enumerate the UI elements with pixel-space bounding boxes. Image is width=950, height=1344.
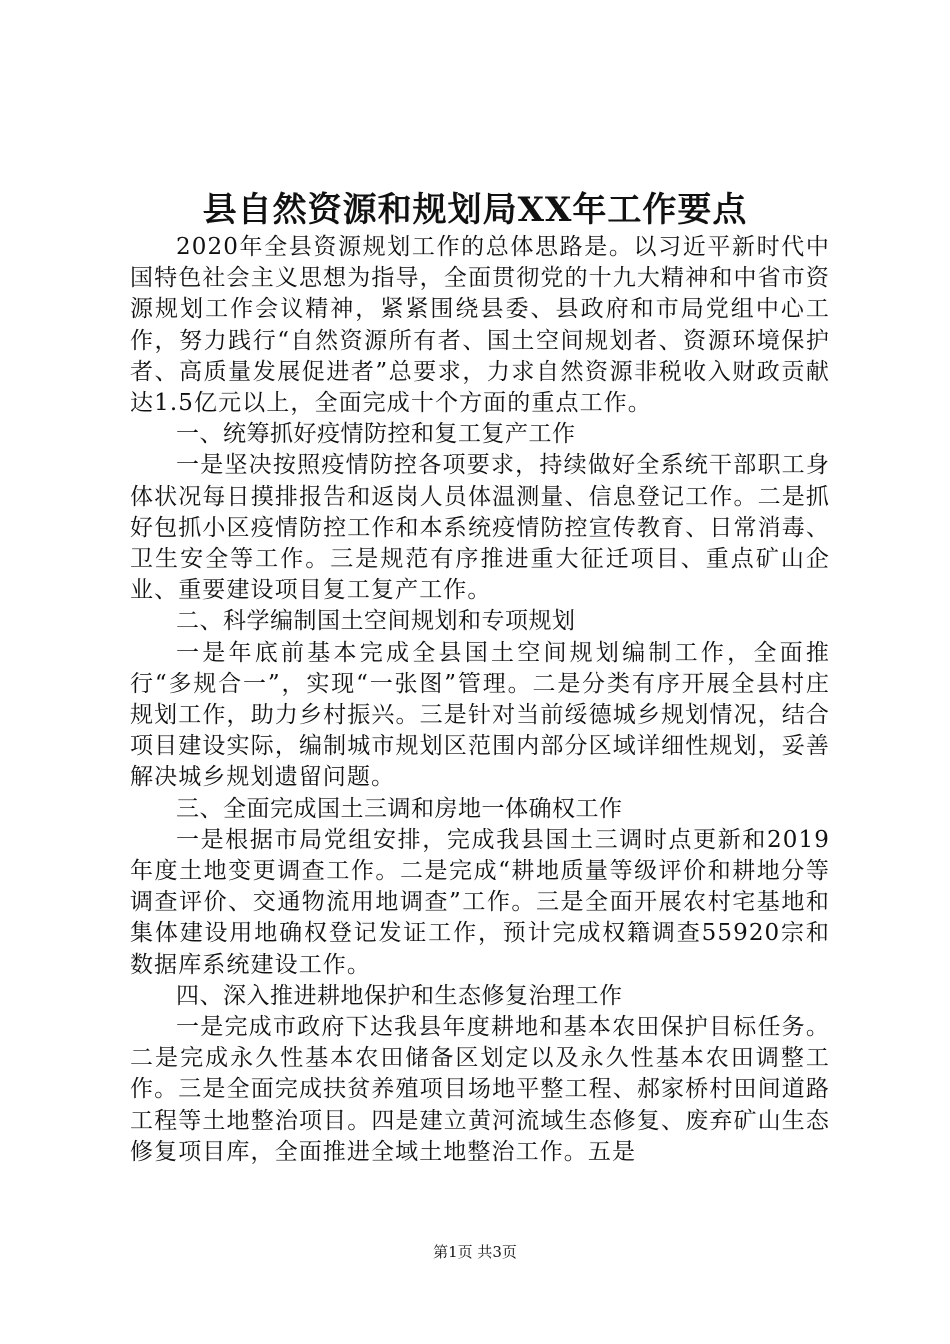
intro-paragraph: 2020年全县资源规划工作的总体思路是。以习近平新时代中国特色社会主义思想为指导，全面贯彻党的十九大精神和中省市资源规划工作会议精神，紧紧围绕县委、县政府和市局党组中心工作，努力践行“自然资源所有者、国土空间规划者、资源环境保护者、高质量发展促进者”总要求，力求自然资源非税收入财政贡献达1.5亿元以上，全面完成十个方面的重点工作。 <box>130 234 830 417</box>
section-heading-2: 二、科学编制国土空间规划和专项规划 <box>176 608 576 635</box>
section-paragraph-3: 一是根据市局党组安排，完成我县国土三调时点更新和2019年度土地变更调查工作。二是完成“耕地质量等级评价和耕地分等调查评价、交通物流用地调查”工作。三是全面开展农村宅基地和集体建设用地确权登记发证工作，预计完成权籍调查55920宗和数据库系统建设工作。 <box>130 826 830 978</box>
section-paragraph-4: 一是完成市政府下达我县年度耕地和基本农田保护目标任务。二是完成永久性基本农田储备区划定以及永久性基本农田调整工作。三是全面完成扶贫养殖项目场地平整工程、郝家桥村田间道路工程等土地整治项目。四是建立黄河流域生态修复、废弃矿山生态修复项目库，全面推进全域土地整治工作。五是 <box>130 1014 830 1165</box>
section-paragraph-2: 一是年底前基本完成全县国土空间规划编制工作，全面推行“多规合一”，实现“一张图”管理。二是分类有序开展全县村庄规划工作，助力乡村振兴。三是针对当前绥德城乡规划情况，结合项目建设实际，编制城市规划区范围内部分区域详细性规划，妥善解决城乡规划遗留问题。 <box>130 639 830 791</box>
section-heading-1: 一、统筹抓好疫情防控和复工复产工作 <box>176 421 576 448</box>
document-body <box>130 232 830 1168</box>
section-heading-3: 三、全面完成国土三调和房地一体确权工作 <box>176 795 623 822</box>
document-title: 县自然资源和规划局XX年工作要点 <box>202 190 748 230</box>
section-paragraph-1: 一是坚决按照疫情防控各项要求，持续做好全系统干部职工身体状况每日摸排报告和返岗人员体温测量、信息登记工作。二是抓好包抓小区疫情防控工作和本系统疫情防控宣传教育、日常消毒、卫生安全等工作。三是规范有序推进重大征迁项目、重点矿山企业、重要建设项目复工复产工作。 <box>130 452 830 604</box>
page-number-footer: 第1页 共3页 <box>433 1243 517 1261</box>
section-heading-4: 四、深入推进耕地保护和生态修复治理工作 <box>176 982 623 1009</box>
